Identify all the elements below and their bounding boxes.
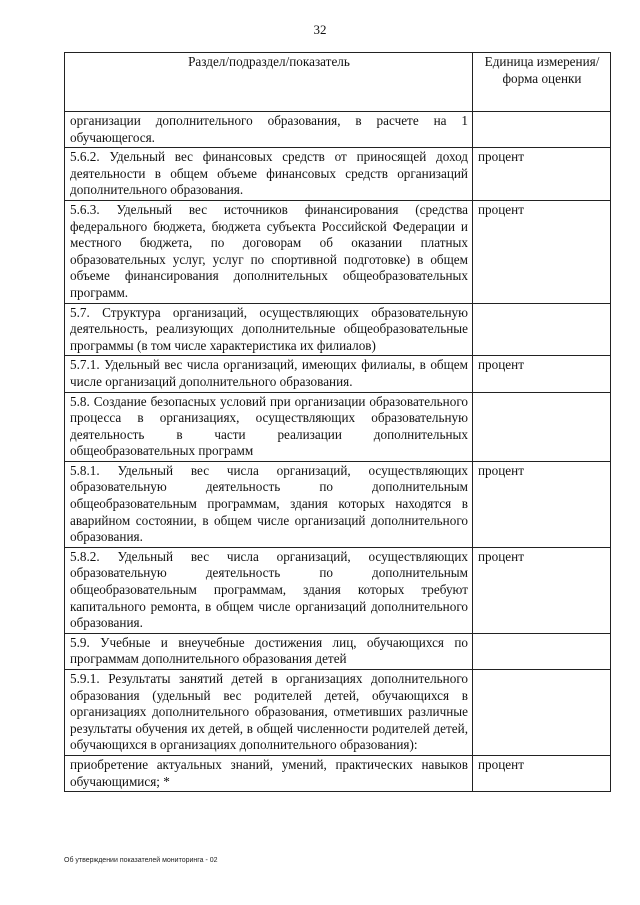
table-row [65, 633, 611, 669]
row-indicator-text: 5.6.3. Удельный вес источников финансирования (средства федерального бюджета, бюджета субъекта Российской Федерации и местного бюджета, по договорам об оказании платных образовательных услуг, услуг по спортивной подготовке) в общем объеме финансирования дополнительных общеобразовательных программ. [65, 200, 473, 303]
indicators-table [64, 52, 611, 792]
table-row [65, 670, 611, 756]
row-unit: процент [473, 200, 611, 303]
table-row [65, 461, 611, 547]
header-section-indicator: Раздел/подраздел/показатель [65, 53, 473, 112]
table-row [65, 303, 611, 356]
table-row [65, 112, 611, 148]
row-unit [473, 392, 611, 461]
row-indicator-text: организации дополнительного образования, в расчете на 1 обучающегося. [65, 112, 473, 148]
table-row [65, 200, 611, 303]
table-row [65, 392, 611, 461]
row-unit: процент [473, 148, 611, 201]
row-indicator-text: 5.7. Структура организаций, осуществляющих образовательную деятельность, реализующих дополнительные общеобразовательные программы (в том числе характеристика их филиалов) [65, 303, 473, 356]
row-indicator-text: 5.6.2. Удельный вес финансовых средств от приносящей доход деятельности в общем объеме финансовых средств организаций дополнительного образования. [65, 148, 473, 201]
row-indicator-text: 5.7.1. Удельный вес числа организаций, имеющих филиалы, в общем числе организаций дополнительного образования. [65, 356, 473, 392]
row-indicator-text: 5.8. Создание безопасных условий при организации образовательного процесса в организациях, осуществляющих образовательную деятельность в части реализации дополнительных общеобразовательных программ [65, 392, 473, 461]
row-indicator-text: 5.8.1. Удельный вес числа организаций, осуществляющих образовательную деятельность по дополнительным общеобразовательным программам, здания которых находятся в аварийном состоянии, в общем числе организаций дополнительного образования. [65, 461, 473, 547]
table-row [65, 356, 611, 392]
row-unit [473, 633, 611, 669]
row-unit [473, 670, 611, 756]
header-unit-form: Единица измерения/ форма оценки [473, 53, 611, 112]
row-indicator-text: 5.8.2. Удельный вес числа организаций, осуществляющих образовательную деятельность по дополнительным общеобразовательным программам, здания которых требуют капитального ремонта, в общем числе организаций дополнительного образования. [65, 547, 473, 633]
table-header-row [65, 53, 611, 112]
row-unit [473, 112, 611, 148]
table-row [65, 547, 611, 633]
table-row [65, 755, 611, 791]
row-unit: процент [473, 461, 611, 547]
page-number: 32 [313, 22, 327, 37]
row-unit: процент [473, 356, 611, 392]
row-unit: процент [473, 755, 611, 791]
row-unit [473, 303, 611, 356]
row-indicator-text: приобретение актуальных знаний, умений, практических навыков обучающимися; * [65, 755, 473, 791]
row-indicator-text: 5.9.1. Результаты занятий детей в организациях дополнительного образования (удельный вес родителей детей, обучающихся в организациях дополнительного образования, отметивших различные результаты обучения их детей, в общей численности родителей детей, обучающихся в организациях дополнительного образования): [65, 670, 473, 756]
row-indicator-text: 5.9. Учебные и внеучебные достижения лиц, обучающихся по программам дополнительного образования детей [65, 633, 473, 669]
row-unit: процент [473, 547, 611, 633]
table-row [65, 148, 611, 201]
footer-note: Об утверждении показателей мониторинга - 02 [64, 857, 218, 864]
